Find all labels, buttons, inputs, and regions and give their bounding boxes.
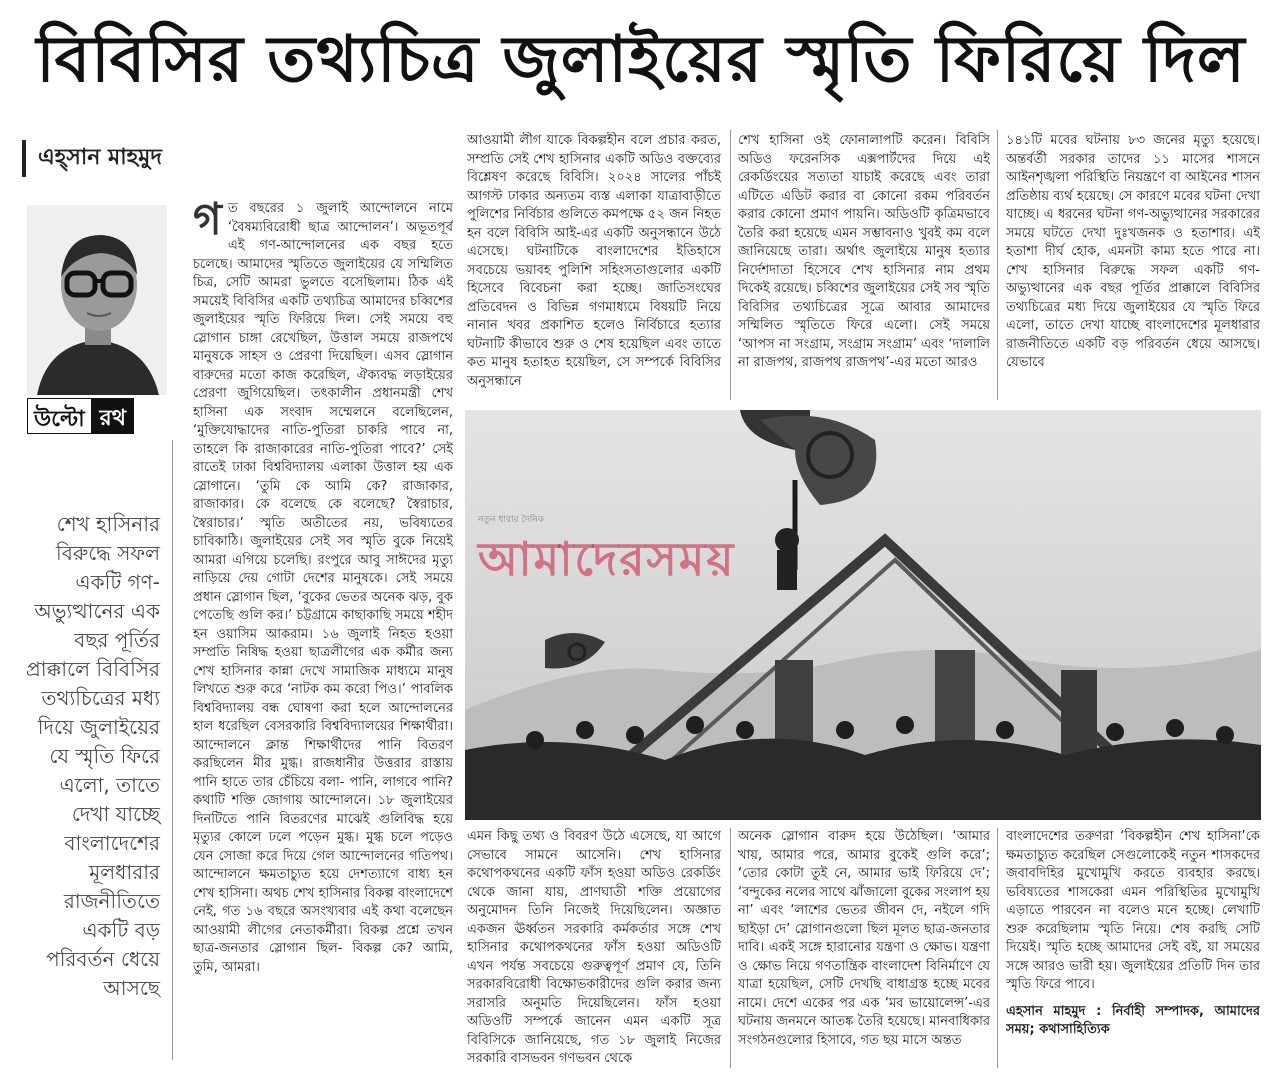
- column-3-bottom-text: অনেক স্লোগান বারুদ হয়ে উঠেছিল। ‘আমার খায়, আমার পরে, আমার বুকেই গুলি করে’; ‘তোর কোটা তুই নে, আমার ভাই ফিরিয়ে দে’; ‘বন্দুকের নলের সাথে ঝাঁজালো বুকের সংলাপ হয় না’ এবং ‘লাশের ভেতর জীবন দে, নইলে গদি ছাইড়া দে’ স্লোগানগুলো ছিল মূলত ছাত্র-জনতার দাবি। একই সঙ্গে হারানোর যন্ত্রণা ও ক্ষোভ। যন্ত্রণা ও ক্ষোভ নিয়ে গণতান্ত্রিক বাংলাদেশ বিনির্মাণে যে যাত্রা হয়েছিল, সেটি দেখছি বাধাগ্রস্ত হচ্ছে মবের নামে। দেশে একের পর এক ‘মব ভায়োলেন্স’-এর ঘটনায় জনমনে আতঙ্ক তৈরি হয়েছে। মানবাধিকার সংগঠনগুলোর হিসাবে, গত ছয় মাসে অন্তত: [738, 829, 990, 1048]
- author-portrait-image: [27, 205, 167, 395]
- column-divider: [997, 130, 998, 400]
- article-column-4-top: [1006, 132, 1260, 406]
- column-tag: [27, 398, 167, 434]
- article-column-2-top: [467, 132, 721, 406]
- column-2-bottom-text: এমন কিছু তথ্য ও বিবরণ উঠে এসেছে, যা আগে সেভাবে সামনে আসেনি। শেখ হাসিনার কথোপকথনের একটি ফাঁস হওয়া অডিও রেকর্ডিং থেকে জানা যায়, প্রাণঘাতী শক্তি প্রয়োগের অনুমোদন তিনি নিজেই দিয়েছিলেন। অজ্ঞাত একজন ঊর্ধ্বতন সরকারি কর্মকর্তার সঙ্গে শেখ হাসিনার কথোপকথনের ফাঁস হওয়া অডিওটি এখন পর্যন্ত সবচেয়ে গুরুত্বপূর্ণ প্রমাণ যে, তিনি সরকারবিরোধী বিক্ষোভকারীদের গুলি করার জন্য সরাসরি অনুমতি দিয়েছিলেন। ফাঁস হওয়া অডিওটি সম্পর্কে জানেন এমন একটি সূত্র বিবিসিকে জানিয়েছে, গত ১৮ জুলাই নিজের সরকারি বাসভবন গণভবন থেকে: [467, 829, 721, 1066]
- column-divider: [997, 828, 998, 1068]
- column-divider: [730, 130, 731, 400]
- protest-photo-image: [465, 410, 1261, 820]
- column-tag-part2: রথ: [92, 398, 134, 434]
- column-1-text: ত বছরের ১ জুলাই আন্দোলনে নামে ‘বৈষম্যবিরোধী ছাত্র আন্দোলন’। অভূতপূর্ব এই গণ-আন্দোলনের এক বছর হতে চলেছে। আমাদের স্মৃতিতে জুলাইয়ের যে সম্মিলিত চিত্র, সেটি আমরা ভুলতে বসেছিলাম। ঠিক এই সময়েই বিবিসির একটি তথ্যচিত্র আমাদের চব্বিশের জুলাইয়ের স্মৃতি ফিরিয়ে দিল। সেই সময়ে বহু স্লোগান চাঙ্গা রেখেছিল, উত্তাল সময়ে রাজপথে মানুষকে সাহস ও প্রেরণা দিয়েছিল। এসব স্লোগান বারুদের মতো কাজ করেছিল, ঐক্যবদ্ধ লড়াইয়ের প্রেরণা জুগিয়েছিল। তৎকালীন প্রধানমন্ত্রী শেখ হাসিনা এক সংবাদ সম্মেলনে বলেছিলেন, ‘মুক্তিযোদ্ধাদের নাতি-পুতিরা চাকরি পাবে না, তাহলে কি রাজাকারের নাতি-পুতিরা পাবে?’ সেই রাতেই ঢাকা বিশ্ববিদ্যালয় এলাকা উত্তাল হয় এক স্লোগানে। ‘তুমি কে আমি কে? রাজাকার, রাজাকার। কে বলেছে কে বলেছে? স্বৈরাচার, স্বৈরাচার।’ স্মৃতি অতীতের নয়, ভবিষ্যতের চাবিকাঠি। জুলাইয়ের সেই সব স্মৃতি বুকে নিয়েই আমরা এগিয়ে চলেছি। রংপুরে আবু সাঈদের মৃত্যু নাড়িয়ে দেয় গোটা দেশের মানুষকে। সেই সময়ে প্রধান স্লোগান ছিল, ‘বুকের ভেতর অনেক ঝড়, বুক পেতেছি গুলি কর।’ চট্টগ্রামে কাছাকাছি সময়ে শহীদ হন ওয়াসিম আকরাম। ১৬ জুলাই নিহত হওয়া সম্প্রতি নিষিদ্ধ হওয়া ছাত্রলীগের এক কর্মীর জন্য শেখ হাসিনার কান্না দেখে সামাজিক মাধ্যমে মানুষ লিখতে শুরু করে ‘নাটক কম করো পিও।’ পাবলিক বিশ্ববিদ্যালয় বন্ধ ঘোষণা করা হলে আন্দোলনের হাল ধরেছিল বেসরকারি বিশ্ববিদ্যালয়ের শিক্ষার্থীরা। আন্দোলনে ক্লান্ত শিক্ষার্থীদের পানি বিতরণ করছিলেন মীর মুগ্ধ। রাজধানীর উত্তরার রাস্তায় পানি হাতে তার চেঁচিয়ে বলা- পানি, লাগবে পানি? কথাটি শক্তি জোগায় আন্দোলনে। ১৮ জুলাইয়ের দিনটিতে পানি বিতরণের মাঝেই গুলিবিদ্ধ হয়ে মৃত্যুর কোলে ঢলে পড়েন মুগ্ধ। মুগ্ধ চলে পড়েও যেন সোজা করে দিয়ে গেল আন্দোলনের গতিপথ। আন্দোলনে ক্ষমতাচ্যুত হয়ে দেশত্যাগে বাধ্য হন শেখ হাসিনা। অথচ শেখ হাসিনার বিকল্প বাংলাদেশে নেই, গত ১৬ বছরে অসংখ্যবার এই কথা বলেছেন আওয়ামী লীগের নেতাকর্মীরা। বিকল্প প্রশ্নে তখন ছাত্র-জনতার স্লোগান ছিল- বিকল্প কে? আমি, তুমি, আমরা।: [193, 201, 453, 975]
- column-3-top-text: শেখ হাসিনা ওই ফোনালাপটি করেন। বিবিসি অডিও ফরেনসিক এক্সপার্টদের দিয়ে এই রেকর্ডিংয়ের সত্যতা যাচাই করেছে এবং তারা এটিতে এডিট করার বা কোনো রকম পরিবর্তন করার কোনো প্রমাণ পায়নি। অডিওটি কৃত্রিমভাবে তৈরি করা হয়েছে এমন সম্ভাবনাও খুবই কম বলে জানিয়েছে তারা। অর্থাৎ জুলাইয়ে মানুষ হত্যার নির্দেশদাতা হিসেবে শেখ হাসিনার নাম প্রথম দিকেই রয়েছে। চব্বিশের জুলাইয়ের সেই সব স্মৃতি বিবিসির তথ্যচিত্রের সূত্রে আবার আমাদের সম্মিলিত স্মৃতিতে ফিরে এলো। সেই সময়ে ‘আপস না সংগ্রাম, সংগ্রাম সংগ্রাম’ এবং ‘দালালি না রাজপথ, রাজপথ রাজপথ’-এর মতো আরও: [738, 133, 990, 370]
- article-column-1: [193, 200, 453, 1062]
- watermark-logo: আমাদেরসময়: [478, 532, 736, 586]
- dropcap: গ: [193, 200, 222, 245]
- headline: বিবিসির তথ্যচিত্র জুলাইয়ের স্মৃতি ফিরিয়ে দিল: [36, 22, 1246, 97]
- column-divider: [172, 440, 173, 1060]
- column-4-top-text: ১৪১টি মবের ঘটনায় ৮৩ জনের মৃত্যু হয়েছে। অন্তর্বর্তী সরকার তাদের ১১ মাসের শাসনে আইনশৃঙ্খলা পরিস্থিতি নিয়ন্ত্রণে বা আইনের শাসন প্রতিষ্ঠায় ব্যর্থ হয়েছে। সে কারণে মবের ঘটনা দেখা যাচ্ছে। এ ধরনের ঘটনা গণ-অভ্যুত্থানের সরকারের সময়ে ঘটতে দেখা দুঃখজনক ও হতাশার। এই হতাশা দীর্ঘ হোক, এমনটা কাম্য হতে পারে না। শেখ হাসিনার বিরুদ্ধে সফল একটি গণ-অভ্যুত্থানের এক বছর পূর্তির প্রাক্কালে বিবিসির তথ্যচিত্রের মধ্য দিয়ে জুলাইয়ের যে স্মৃতি ফিরে এলো, তাতে দেখা যাচ্ছে বাংলাদেশের মূলধারার রাজনীতিতে একটি বড় পরিবর্তন ধেয়ে আসছে। যেভাবে: [1006, 133, 1260, 370]
- column-2-top-text: আওয়ামী লীগ যাকে বিকল্পহীন বলে প্রচার করত, সম্প্রতি সেই শেখ হাসিনার একটি অডিও বক্তব্যের বিশ্লেষণ করেছে বিবিসি। ২০২৪ সালের পাঁচই আগস্ট ঢাকার অন্যতম ব্যস্ত এলাকা যাত্রাবাড়ীতে পুলিশের নির্বিচার গুলিতে কমপক্ষে ৫২ জন নিহত হন বলে বিবিসি আই-এর একটি অনুসন্ধানে উঠে এসেছে। ঘটনাটিকে বাংলাদেশের ইতিহাসে সবচেয়ে ভয়াবহ পুলিশি সহিংসতাগুলোর একটি হিসেবে বিবেচনা করা হচ্ছে। জাতিসংঘের প্রতিবেদন ও বিভিন্ন গণমাধ্যমে বিষয়টি নিয়ে নানান খবর প্রকাশিত হলেও নির্বিচারে হত্যার ঘটনাটি কীভাবে শুরু ও শেষ হয়েছিল এবং তাতে কত মানুষ হতাহত হয়েছিল, সে সম্পর্কে বিবিসির অনুসন্ধানে: [467, 133, 721, 389]
- article-column-4-bottom: [1006, 828, 1260, 1068]
- protest-photo: [465, 410, 1261, 820]
- column-tag-part1: উল্টো: [27, 398, 92, 434]
- article-column-3-bottom: [738, 828, 990, 1068]
- article-column-3-top: [738, 132, 990, 406]
- column-divider: [730, 828, 731, 1068]
- article-column-2-bottom: [467, 828, 721, 1068]
- column-4-bottom-text: বাংলাদেশের তরুণরা ‘বিকল্পহীন শেখ হাসিনা’কে ক্ষমতাচ্যুত করেছিল সেগুলোকেই নতুন শাসকদের জবাবদিহির মুখোমুখি করতে ব্যবহার করছে। ভবিষ্যতের শাসকেরা এমন পরিস্থিতির মুখোমুখি এড়াতে পারবেন না বলেও মনে হচ্ছে। লেখাটি শুরু করেছিলাম স্মৃতি নিয়ে। শেষ করছি সেটি দিয়েই। স্মৃতি হচ্ছে আমাদের সেই বই, যা সময়ের সঙ্গে আরও ভারী হয়। জুলাইয়ের প্রতিটি দিন তার স্মৃতি ফিরে পাবে।: [1006, 829, 1260, 992]
- author-portrait: [27, 205, 167, 395]
- pullquote: শেখ হাসিনার বিরুদ্ধে সফল একটি গণ-অভ্যুত্থানের এক বছর পূর্তির প্রাক্কালে বিবিসির তথ্যচিত্রের মধ্য দিয়ে জুলাইয়ের যে স্মৃতি ফিরে এলো, তাতে দেখা যাচ্ছে বাংলাদেশের মূলধারার রাজনীতিতে একটি বড় পরিবর্তন ধেয়ে আসছে: [25, 512, 160, 1000]
- byline: এহ্‌সান মাহমুদ: [22, 140, 162, 177]
- author-note: এহসান মাহমুদ : নির্বাহী সম্পাদক, আমাদের সময়; কথাসাহিত্যিক: [1006, 1003, 1260, 1037]
- watermark-small: নতুন ধারার দৈনিক: [478, 515, 544, 525]
